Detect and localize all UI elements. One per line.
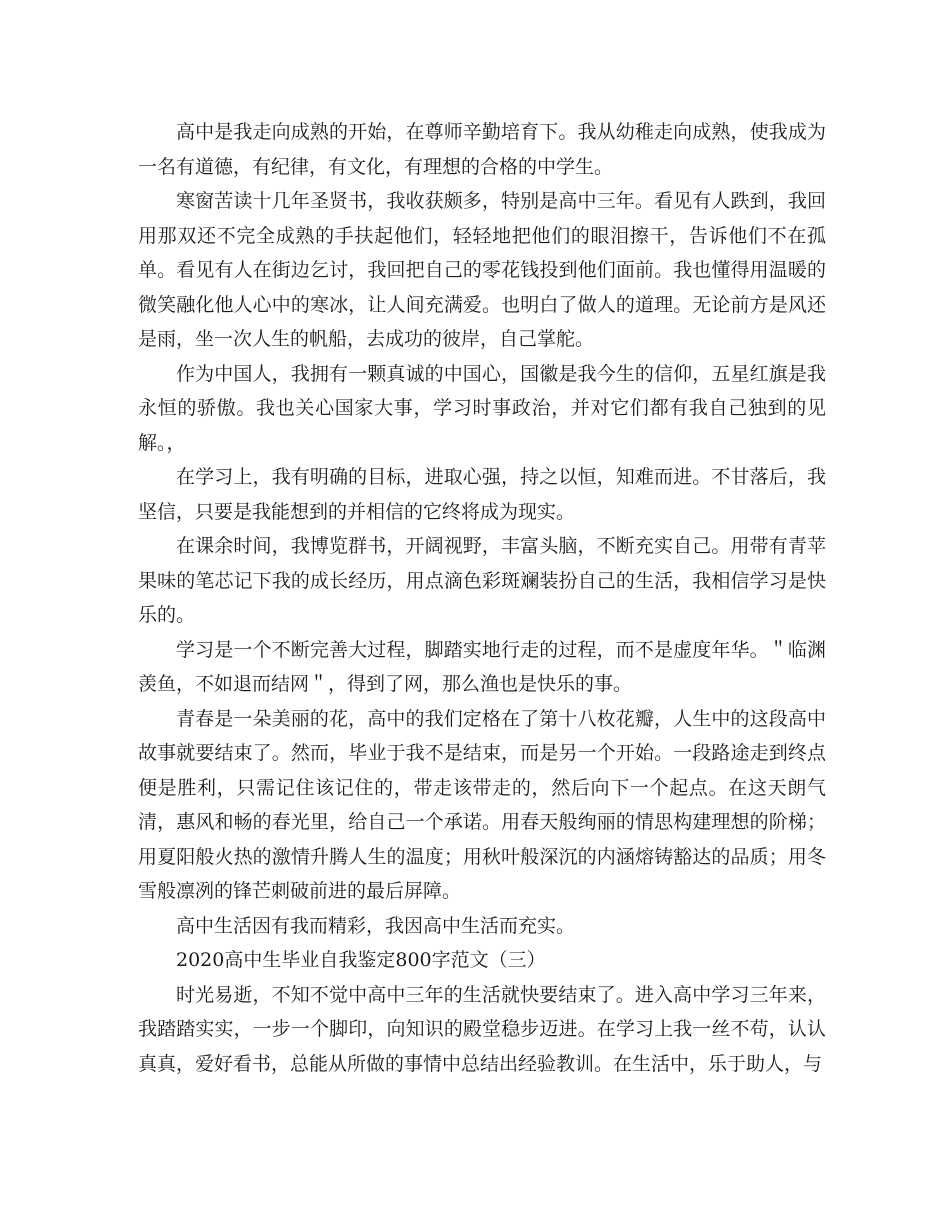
paragraph-9: 时光易逝，不知不觉中高中三年的生活就快要结束了。进入高中学习三年来，我踏踏实实，一步一个脚印，向知识的殿堂稳步迈进。在学习上我一丝不苟，认认真真，爱好看书，总能从所做的事情中总结出经验教训。在生活中，乐于助人，与	[138, 983, 826, 1075]
paragraph-1: 高中是我走向成熟的开始，在尊师辛勤培育下。我从幼稚走向成熟，使我成为一名有道德，有纪律，有文化，有理想的合格的中学生。	[138, 121, 826, 178]
paragraph-3: 作为中国人，我拥有一颗真诚的中国心，国徽是我今生的信仰，五星红旗是我永恒的骄傲。我也关心国家大事，学习时事政治，并对它们都有我自己独到的见解。，	[138, 362, 826, 454]
document-body	[138, 115, 826, 1081]
paragraph-5: 在课余时间，我博览群书，开阔视野，丰富头脑，不断充实自己。用带有青苹果味的笔芯记下我的成长经历，用点滴色彩斑斓装扮自己的生活，我相信学习是快乐的。	[138, 535, 826, 626]
paragraph-4: 在学习上，我有明确的目标，进取心强，持之以恒，知难而进。不甘落后，我坚信，只要是我能想到的并相信的它终将成为现实。	[138, 466, 826, 523]
paragraph-7: 青春是一朵美丽的花，高中的我们定格在了第十八枚花瓣，人生中的这段高中故事就要结束了。然而，毕业于我不是结束，而是另一个开始。一段路途走到终点便是胜利，只需记住该记住的，带走该带走的，然后向下一个起点。在这天朗气清，惠风和畅的春光里，给自己一个承诺。用春天般绚丽的情思构建理想的阶梯；用夏阳般火热的激情升腾人生的温度；用秋叶般深沉的内涵熔铸豁达的品质；用冬雪般凛冽的锋芒刺破前进的最后屏障。	[138, 707, 826, 902]
paragraph-2: 寒窗苦读十几年圣贤书，我收获颇多，特别是高中三年。看见有人跌到，我回用那双还不完全成熟的手扶起他们，轻轻地把他们的眼泪擦干，告诉他们不在孤单。看见有人在街边乞讨，我回把自己的零花钱投到他们面前。我也懂得用温暖的微笑融化他人心中的寒冰，让人间充满爱。也明白了做人的道理。无论前方是风还是雨，坐一次人生的帆船，去成功的彼岸，自己掌舵。	[138, 190, 826, 350]
paragraph-6: 学习是一个不断完善大过程，脚踏实地行走的过程，而不是虚度年华。＂临渊羡鱼，不如退而结网＂，得到了网，那么渔也是快乐的事。	[138, 638, 826, 695]
section-heading: 2020高中生毕业自我鉴定800字范文（三）	[176, 949, 546, 971]
paragraph-8: 高中生活因有我而精彩，我因高中生活而充实。	[176, 914, 576, 937]
